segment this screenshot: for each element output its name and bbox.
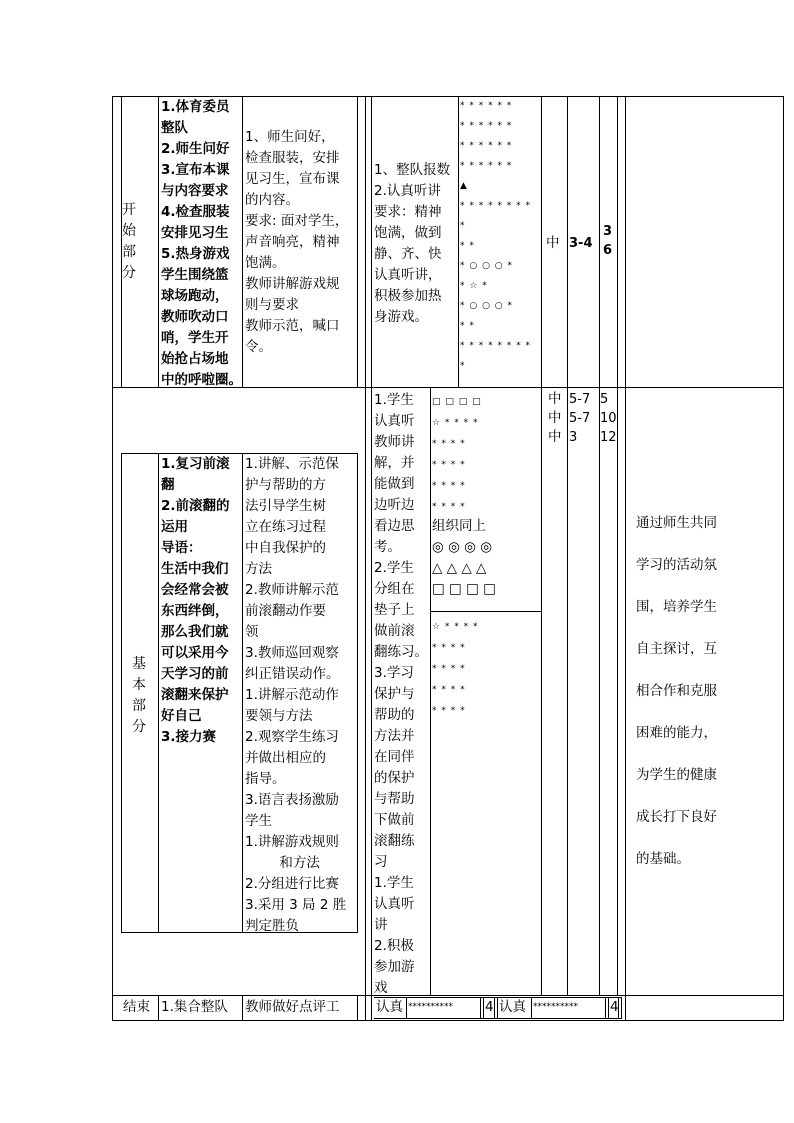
end-number-1: 4 (485, 999, 494, 1015)
section-label-basic: 基 本 部 分 (132, 656, 146, 735)
end-label: 结束 (123, 999, 150, 1015)
basic-organization-middle: 组织同上 ◎ ◎ ◎ ◎ △ △ △ △ □ □ □ □ (432, 518, 496, 597)
start-student-activity: 1、整队报数 2.认真听讲 要求：精神 饱满，做到 静、齐、快 认真听讲， 积极参加热 身游戏。 (374, 162, 451, 325)
end-number-2: 4 (610, 999, 619, 1015)
end-stars-1: ********** (408, 1002, 453, 1012)
basic-duration: 5 10 12 (600, 392, 617, 445)
start-duration: 3 6 (603, 224, 613, 258)
end-student-activity-1: 认真 (376, 999, 403, 1015)
end-content: 1.集合整队 (161, 999, 228, 1015)
basic-student-activity: 1.学生 认真听 教师讲 解，并 能做到 边听边 看边思 考。 2.学生 分组在 垫子上 做前滚 翻练习。 3.学习 保护与 帮助的 方法并 在同伴 的保护 与帮助 下做前 滚翻练 习 1.学生 认真听 讲 2.积极 参加游 戏 (374, 392, 428, 996)
basic-design-intent: 通过师生共同 学习的活动氛 围，培养学生 自主探讨，互 相合作和克服 困难的能力， 为学生的健康 成长打下良好 的基础。 (636, 515, 717, 867)
basic-intensity: 中 中 中 (548, 391, 562, 445)
end-stars-2: ********** (533, 1002, 578, 1012)
start-times: 3-4 (569, 236, 593, 251)
basic-teacher-activity: 1.讲解、示范保 护与帮助的方 法引导学生树 立在练习过程 中自我保护的 方法 2.教师讲解示范 前滚翻动作要 领 3.教师巡回观察 纠正错误动作。 1.讲解示范动作 要领与方法 2.观察学生练习 并做出相应的 指导。 3.语言表扬激励 学生 1.讲解游戏规则 和方法 2.分组进行比赛 3.采用 3 局 2 胜 判定胜负 (245, 456, 347, 934)
basic-times: 5-7 5-7 3 (569, 392, 591, 445)
basic-organization-top: □ □ □ □ ☆ * * * * * * * * * * * * * * * * * * * * (432, 397, 482, 512)
start-content: 1.体育委员 整队 2.师生问好 3.宣布本课 与内容要求 4.检查服装 安排见习生 5.热身游戏 学生围绕篮 球场跑动， 教师吹动口 哨，学生开 始抢占场地 中的呼啦圈。 (161, 99, 242, 388)
end-teacher-activity: 教师做好点评工 (245, 999, 340, 1015)
end-student-activity-2: 认真 (499, 999, 526, 1015)
start-organization-diagram: * * * * * * * * * * * * * * * * * * * * * * * * ▲ * * * * * * * * * * * * ○ ○ ○ * * ☆ * * ○ ○ ○ * * * * * * * * * * * * (460, 101, 532, 371)
basic-organization-bottom: ☆ * * * * * * * * * * * * * * * * * * * * (432, 622, 479, 716)
start-teacher-activity: 1、师生问好， 检查服装，安排 见习生，宣布课 的内容。 要求: 面对学生， 声音响亮，精神 饱满。 教师讲解游戏规 则与要求 教师示范，喊口 令。 (245, 129, 349, 355)
start-intensity: 中 (546, 235, 560, 251)
basic-content: 1.复习前滚 翻 2.前滚翻的 运用 导语： 生活中我们 会经常会被 东西绊倒， 那么我们就 可以采用今 天学习的前 滚翻来保护 好自己 3.接力赛 (161, 456, 230, 745)
section-label-start: 开 始 部 分 (122, 202, 136, 281)
